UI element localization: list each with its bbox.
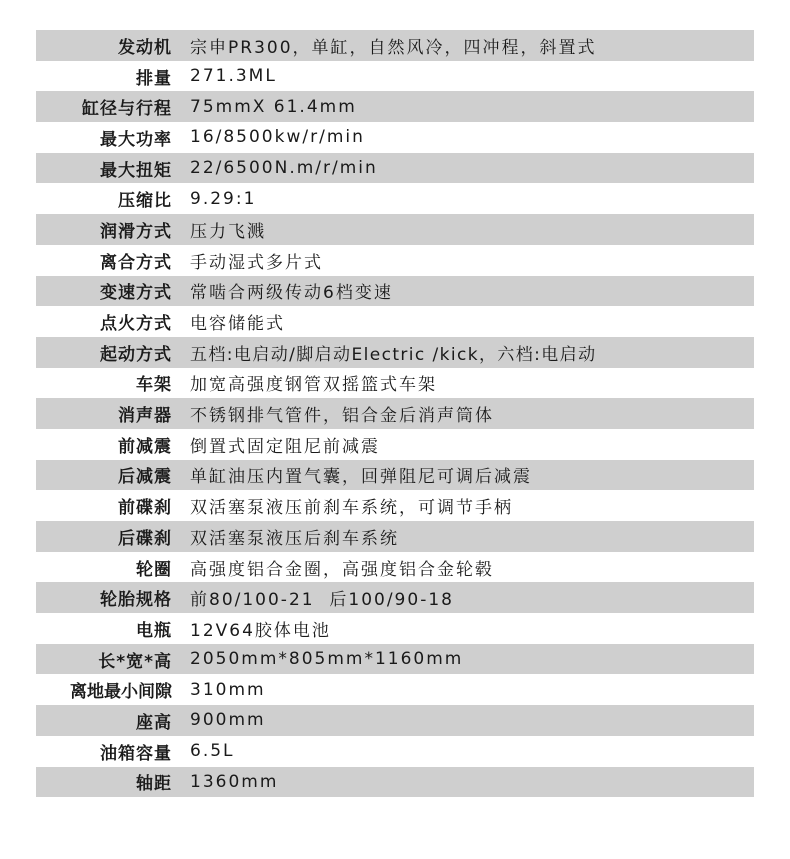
spec-row-max-torque [36,153,754,184]
spec-value: 16/8500kw/r/min [190,127,365,148]
spec-row-front-brake [36,490,754,521]
spec-row-rims [36,552,754,583]
spec-row-wheelbase [36,767,754,798]
spec-value: 22/6500N.m/r/min [190,158,378,179]
spec-label: 油箱容量 [100,743,172,764]
spec-label: 车架 [136,375,172,396]
spec-row-front-suspension [36,429,754,460]
spec-value: 前80/100-21 后100/90-18 [190,590,454,611]
spec-label: 排量 [136,68,172,89]
spec-value: 手动湿式多片式 [190,252,323,273]
spec-value: 加宽高强度钢管双摇篮式车架 [190,375,437,396]
spec-row-engine [36,30,754,61]
spec-label: 压缩比 [118,191,172,212]
spec-label: 消声器 [118,406,172,427]
spec-row-lubrication [36,214,754,245]
spec-value: 900mm [190,710,266,731]
spec-row-frame [36,368,754,399]
spec-value: 五档:电启动/脚启动Electric /kick，六档:电启动 [190,344,597,365]
spec-value: 倒置式固定阻尼前减震 [190,436,380,457]
spec-row-rear-brake [36,521,754,552]
spec-label: 变速方式 [100,283,172,304]
spec-label: 发动机 [118,37,172,58]
spec-label: 润滑方式 [100,221,172,242]
spec-row-displacement [36,61,754,92]
spec-label: 座高 [136,712,172,733]
spec-value: 高强度铝合金圈，高强度铝合金轮毂 [190,559,494,580]
spec-row-bore-stroke [36,91,754,122]
spec-label: 电瓶 [136,620,172,641]
spec-row-compression [36,183,754,214]
spec-label: 轮胎规格 [100,590,172,611]
spec-label: 缸径与行程 [82,99,172,120]
spec-value: 常啮合两级传动6档变速 [190,283,393,304]
spec-row-starting [36,337,754,368]
spec-value: 271.3ML [190,66,277,87]
spec-label: 最大扭矩 [100,160,172,181]
spec-value: 双活塞泵液压后刹车系统 [190,528,399,549]
spec-value: 75mmX 61.4mm [190,96,357,117]
spec-label: 后减震 [118,467,172,488]
spec-label: 轴距 [136,774,172,795]
spec-label: 最大功率 [100,129,172,150]
spec-value: 310mm [190,679,266,700]
spec-value: 9.29:1 [190,188,257,209]
spec-value: 单缸油压内置气囊，回弹阻尼可调后减震 [190,467,532,488]
spec-row-max-power [36,122,754,153]
spec-value: 压力飞溅 [190,221,266,242]
spec-label: 前碟刹 [118,498,172,519]
spec-label: 点火方式 [100,314,172,335]
spec-label: 前减震 [118,436,172,457]
spec-label: 离合方式 [100,252,172,273]
spec-row-rear-suspension [36,460,754,491]
spec-value: 6.5L [190,741,235,762]
spec-row-ground-clearance [36,674,754,705]
spec-value: 2050mm*805mm*1160mm [190,649,464,670]
spec-row-muffler [36,398,754,429]
spec-row-dimensions [36,644,754,675]
spec-row-battery [36,613,754,644]
spec-value: 电容储能式 [190,314,285,335]
spec-value: 宗申PR300，单缸，自然风冷，四冲程，斜置式 [190,37,597,58]
spec-row-clutch [36,245,754,276]
spec-row-tires [36,582,754,613]
spec-value: 不锈钢排气管件，铝合金后消声筒体 [190,406,494,427]
spec-label: 后碟刹 [118,528,172,549]
spec-row-ignition [36,306,754,337]
spec-label: 长*宽*高 [98,651,172,672]
spec-value: 双活塞泵液压前刹车系统，可调节手柄 [190,498,513,519]
spec-row-fuel-capacity [36,736,754,767]
spec-value: 12V64胶体电池 [190,620,331,641]
spec-table [36,30,754,797]
spec-row-seat-height [36,705,754,736]
spec-label: 起动方式 [100,344,172,365]
spec-label: 轮圈 [136,559,172,580]
spec-row-transmission [36,276,754,307]
spec-value: 1360mm [190,771,279,792]
spec-label: 离地最小间隙 [70,682,172,703]
